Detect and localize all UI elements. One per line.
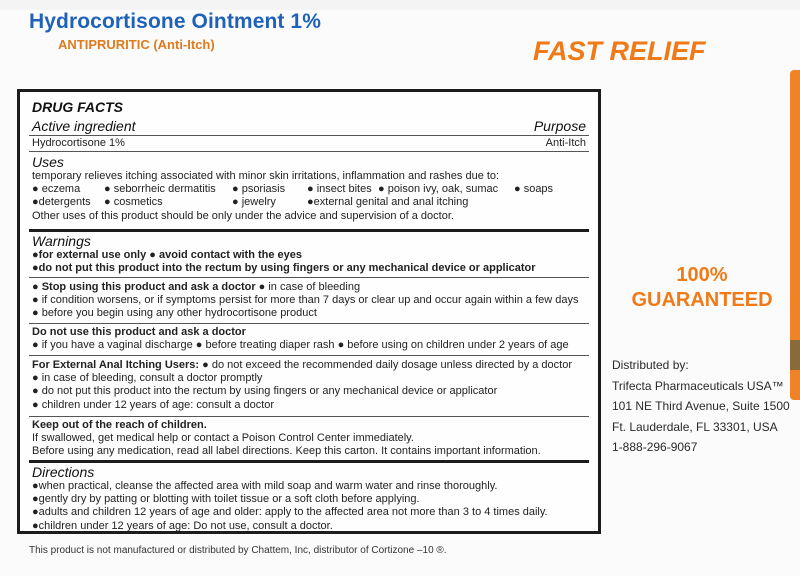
- uses-item: ● cosmetics: [104, 196, 163, 209]
- guarantee-badge: [612, 263, 792, 313]
- drug-facts-title-row: [32, 99, 586, 115]
- warning-line: ●do not put this product into the rectum by using fingers or any mechanical device or applicator: [32, 262, 536, 275]
- distributor-company: Trifecta Pharmaceuticals USA™: [612, 378, 784, 393]
- anal-itching-line: ● in case of bleeding, consult a doctor promptly: [32, 372, 263, 385]
- uses-item: ● poison ivy, oak, sumac: [378, 183, 499, 196]
- anal-itching-line: ● do not put this product into the rectum by using fingers or any mechanical device or applicator: [32, 385, 498, 398]
- directions-line: ●gently dry by patting or blotting with toilet tissue or a soft cloth before applying.: [32, 493, 420, 506]
- uses-item: ● eczema: [32, 183, 81, 196]
- uses-list-row-1: [32, 183, 586, 196]
- drug-facts-box: [17, 89, 601, 534]
- keep-out-section: [32, 419, 586, 459]
- product-title: Hydrocortisone Ointment 1%: [29, 10, 321, 33]
- anal-itching-heading: For External Anal Itching Users:: [32, 359, 200, 371]
- uses-intro: temporary relieves itching associated with minor skin irritations, inflammation and rashes due to:: [32, 170, 500, 182]
- purpose-value: Anti-Itch: [545, 137, 586, 149]
- uses-item: ● jewelry: [232, 196, 276, 209]
- tube-edge: [790, 340, 800, 370]
- drug-facts-title: DRUG FACTS: [32, 99, 123, 115]
- divider: [29, 355, 589, 356]
- uses-note: Other uses of this product should be only under the advice and supervision of a doctor.: [32, 209, 454, 222]
- uses-list-row-2: [32, 196, 586, 209]
- active-ingredient-row: [32, 137, 586, 150]
- keep-out-heading: Keep out of the reach of children.: [32, 419, 207, 431]
- warnings-section: [32, 233, 586, 275]
- disclaimer-footer: This product is not manufactured or distributed by Chattem, Inc, distributor of Cortizone –10 ®.: [29, 545, 447, 556]
- uses-item: ●external genital and anal itching: [307, 196, 469, 209]
- uses-item: ● psoriasis: [232, 183, 286, 196]
- directions-section: [32, 464, 586, 533]
- do-not-use-line: ● if you have a vaginal discharge ● before treating diaper rash ● before using on children under 2 years of age: [32, 339, 569, 352]
- active-ingredient-value: Hydrocortisone 1%: [32, 137, 125, 149]
- active-ingredient-header: [32, 118, 586, 134]
- keep-out-line: Before using any medication, read all label directions. Keep this carton. It contains important information.: [32, 445, 541, 458]
- uses-item: ● insect bites: [307, 183, 372, 196]
- stop-use-line: ● before you begin using any other hydrocortisone product: [32, 307, 317, 320]
- distributor-info: [612, 355, 790, 458]
- stop-use-line: ● if condition worsens, or if symptoms persist for more than 7 days or clear up and occur again within a few days: [32, 294, 579, 307]
- warnings-heading: Warnings: [32, 233, 91, 249]
- anal-itching-section: [32, 359, 586, 412]
- uses-item: ●detergents: [32, 196, 91, 209]
- fast-relief-badge: FAST RELIEF: [533, 36, 706, 66]
- divider: [29, 277, 589, 278]
- distributor-address-2: Ft. Lauderdale, FL 33301, USA: [612, 419, 778, 434]
- divider: [29, 151, 589, 152]
- section-divider: [29, 229, 589, 232]
- directions-line: ●when practical, cleanse the affected area with mild soap and warm water and rinse thoroughly.: [32, 480, 498, 492]
- directions-line: ●adults and children 12 years of age and older: apply to the affected area not more than 3 to 4 times daily.: [32, 506, 548, 519]
- distributor-address-1: 101 NE Third Avenue, Suite 1500: [612, 399, 790, 413]
- directions-line: ●children under 12 years of age: Do not use, consult a doctor.: [32, 519, 333, 532]
- guarantee-text: GUARANTEED: [631, 289, 773, 311]
- uses-item: ● soaps: [514, 183, 554, 196]
- guarantee-percent: 100%: [676, 264, 728, 286]
- purpose-heading: Purpose: [533, 118, 586, 134]
- section-divider: [29, 460, 589, 463]
- uses-heading: Uses: [32, 154, 64, 170]
- do-not-use-section: [32, 326, 586, 352]
- product-subtitle: ANTIPRURITIC (Anti-Itch): [58, 37, 215, 52]
- stop-use-heading-tail: ● in case of bleeding: [255, 281, 361, 293]
- distributor-label: Distributed by:: [612, 358, 689, 372]
- directions-heading: Directions: [32, 464, 95, 480]
- uses-item: ● seborrheic dermatitis: [104, 183, 216, 196]
- divider: [29, 135, 589, 136]
- top-strip: [0, 0, 800, 10]
- keep-out-line: If swallowed, get medical help or contact a Poison Control Center immediately.: [32, 432, 414, 445]
- divider: [29, 323, 589, 324]
- anal-itching-heading-tail: ● do not exceed the recommended daily dosage unless directed by a doctor: [199, 359, 573, 371]
- active-ingredient-heading: Active ingredient: [32, 118, 136, 134]
- anal-itching-line: ● children under 12 years of age: consult a doctor: [32, 398, 275, 411]
- divider: [29, 416, 589, 417]
- stop-use-heading: ● Stop using this product and ask a doctor: [32, 281, 256, 293]
- warning-line: ●for external use only ● avoid contact with the eyes: [32, 249, 303, 261]
- do-not-use-heading: Do not use this product and ask a doctor: [32, 326, 246, 338]
- distributor-phone: 1-888-296-9067: [612, 440, 698, 454]
- uses-section: [32, 154, 586, 223]
- stop-use-section: [32, 281, 586, 321]
